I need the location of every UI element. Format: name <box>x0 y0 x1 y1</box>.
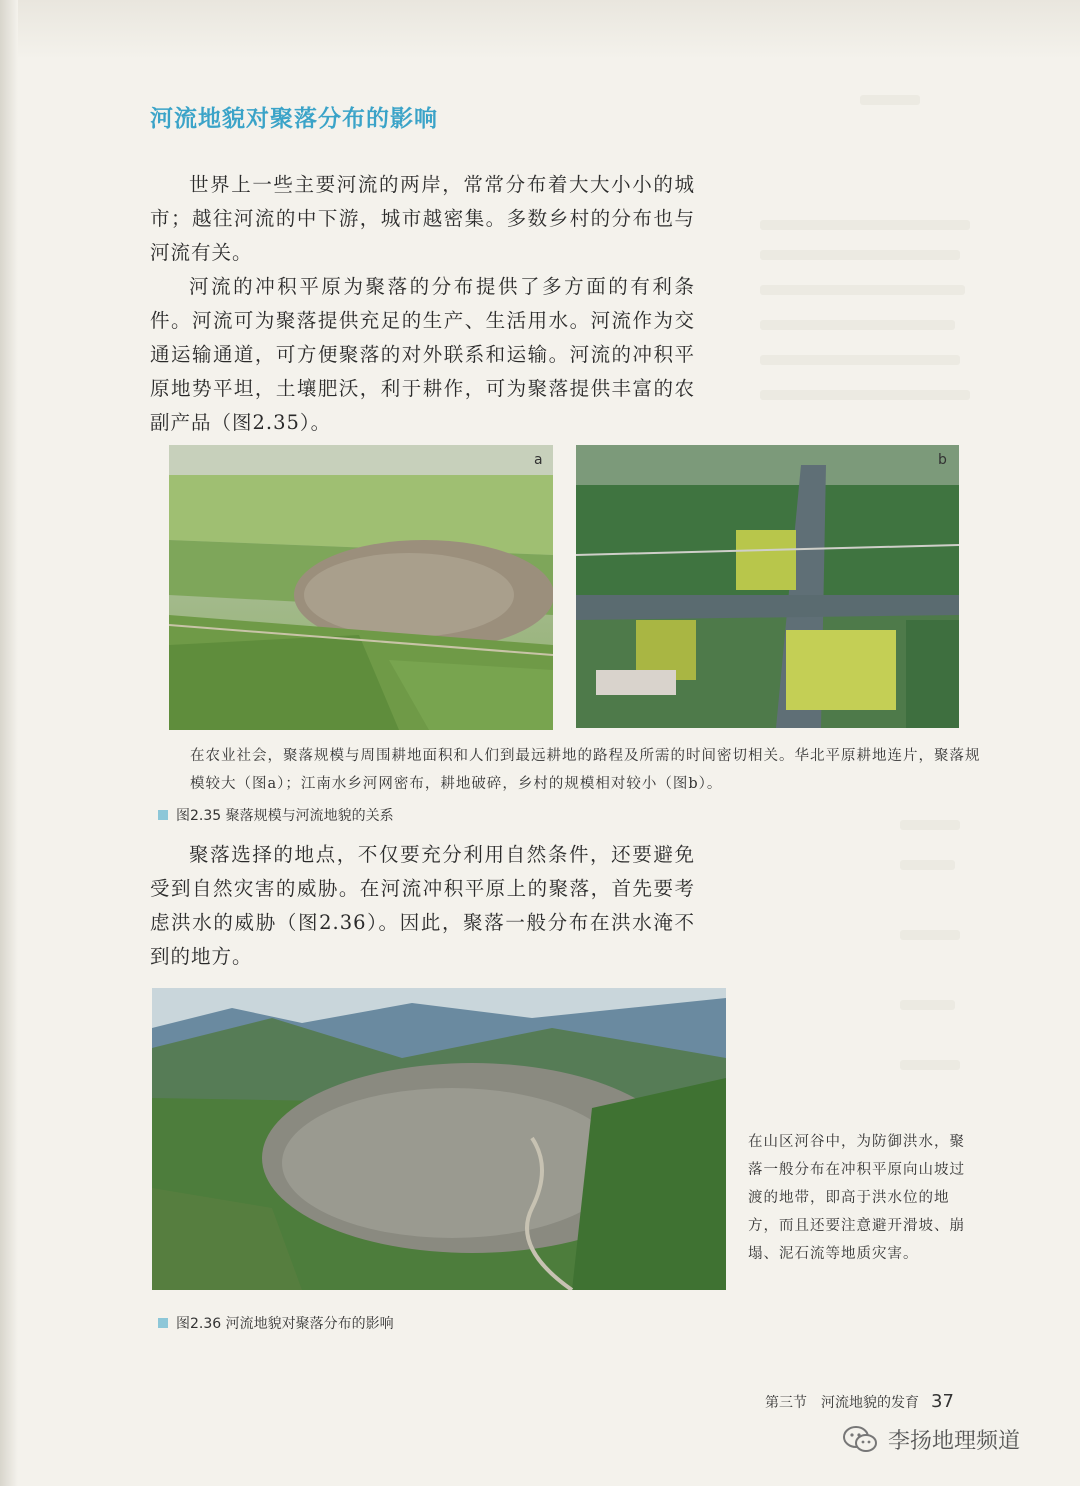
page-footer <box>765 1391 954 1412</box>
bleed-through-line <box>760 390 970 400</box>
bleed-through-line <box>760 250 960 260</box>
photo-jiangnan-water-town <box>576 445 959 728</box>
page-number: 37 <box>931 1391 954 1412</box>
photo-mountain-valley-settlement <box>152 988 726 1290</box>
section-title: 河流地貌对聚落分布的影响 <box>150 106 438 132</box>
aerial-farmland-illustration <box>169 445 553 730</box>
bleed-through-line <box>900 930 960 940</box>
bleed-through-line <box>760 285 965 295</box>
bleed-through-line <box>900 1060 960 1070</box>
wechat-icon <box>842 1425 878 1455</box>
aerial-water-town-illustration <box>576 445 959 728</box>
footer-section: 第三节 河流地貌的发育 <box>765 1395 919 1411</box>
bleed-through-line <box>760 355 960 365</box>
figure-235-title <box>158 805 394 825</box>
page-top-shadow <box>0 0 1080 60</box>
figure-236-title <box>158 1313 394 1333</box>
valley-settlement-illustration <box>152 988 726 1290</box>
figure-236-title-text: 图2.36 河流地貌对聚落分布的影响 <box>176 1316 394 1332</box>
bleed-through-line <box>900 820 960 830</box>
figure-235-caption: 在农业社会，聚落规模与周围耕地面积和人们到最远耕地的路程及所需的时间密切相关。华北平原耕地连片，聚落规模较大（图a）；江南水乡河网密布，耕地破碎，乡村的规模相对较小（图b）。 <box>190 748 981 792</box>
bleed-through-line <box>760 220 970 230</box>
paragraph-2: 河流的冲积平原为聚落的分布提供了多方面的有利条件。河流可为聚落提供充足的生产、生活用水。河流作为交通运输通道，可方便聚落的对外联系和运输。河流的冲积平原地势平坦，土壤肥沃，利于耕作，可为聚落提供丰富的农副产品（图2.35）。 <box>150 275 695 434</box>
bleed-through-line <box>760 320 955 330</box>
page-left-edge <box>0 0 18 1486</box>
photo-label-a: a <box>534 452 543 468</box>
watermark <box>842 1424 1020 1455</box>
bleed-through-line <box>900 860 955 870</box>
bleed-through-line <box>860 95 920 105</box>
figure-235-title-text: 图2.35 聚落规模与河流地貌的关系 <box>176 808 394 824</box>
bleed-through-line <box>900 1000 955 1010</box>
figure-marker-icon <box>158 1318 168 1328</box>
figure-236-side-caption: 在山区河谷中，为防御洪水，聚落一般分布在冲积平原向山坡过渡的地带，即高于洪水位的地方，而且还要注意避开滑坡、崩塌、泥石流等地质灾害。 <box>748 1134 965 1262</box>
paragraph-1: 世界上一些主要河流的两岸，常常分布着大大小小的城市；越往河流的中下游，城市越密集。多数乡村的分布也与河流有关。 <box>150 173 695 264</box>
watermark-text: 李扬地理频道 <box>888 1429 1021 1454</box>
paragraph-3: 聚落选择的地点，不仅要充分利用自然条件，还要避免受到自然灾害的威胁。在河流冲积平原上的聚落，首先要考虑洪水的威胁（图2.36）。因此，聚落一般分布在洪水淹不到的地方。 <box>150 843 695 968</box>
figure-marker-icon <box>158 810 168 820</box>
photo-label-b: b <box>938 452 947 468</box>
photo-north-china-plain-village <box>169 445 553 730</box>
